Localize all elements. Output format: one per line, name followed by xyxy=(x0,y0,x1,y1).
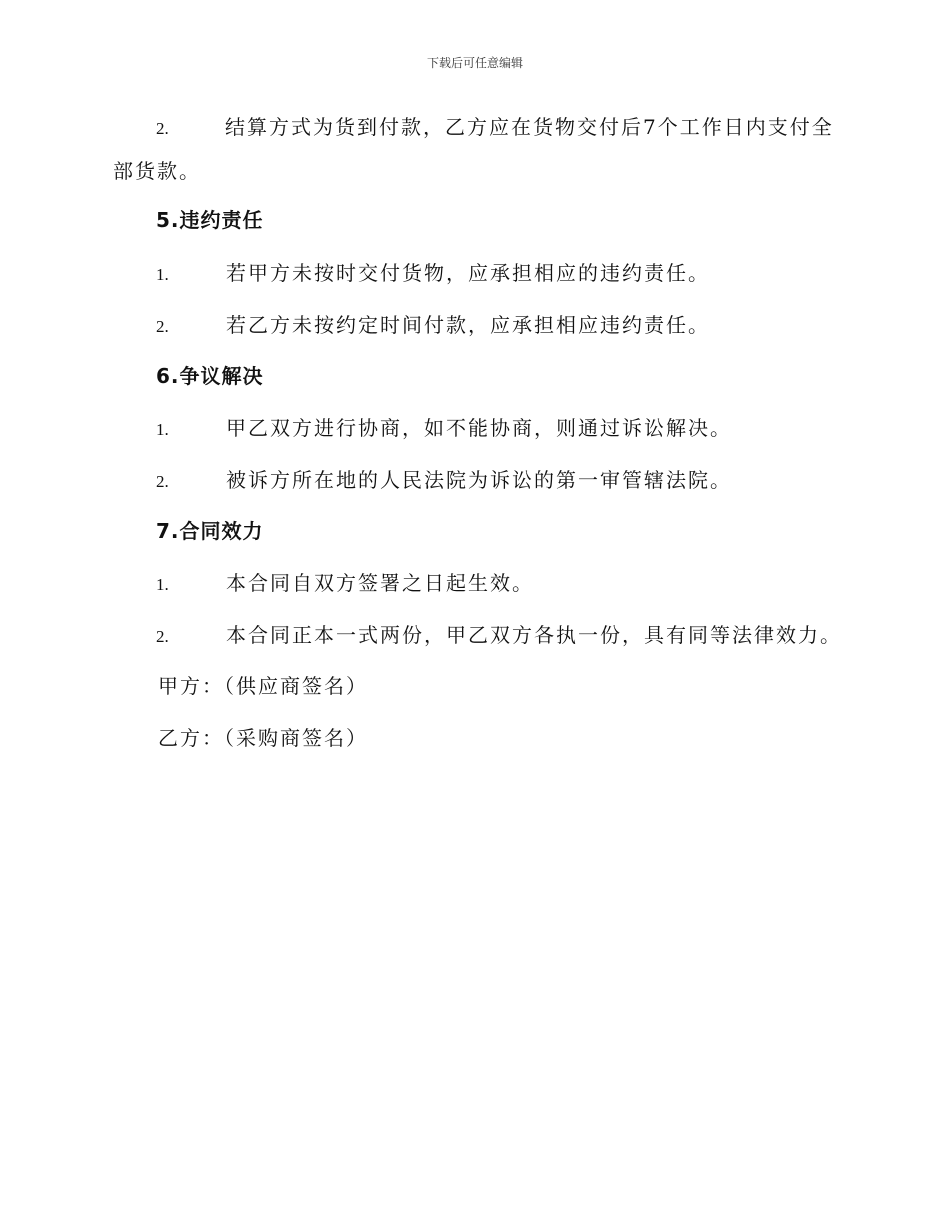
section-heading-validity: 7.合同效力 xyxy=(156,519,264,543)
section-heading-breach: 5.违约责任 xyxy=(156,208,264,232)
page-header: 下载后可任意编辑 xyxy=(426,56,523,70)
section-heading-dispute: 6.争议解决 xyxy=(156,364,264,388)
item-number: 2. xyxy=(156,119,169,138)
item-text: 本合同正本一式两份，甲乙双方各执一份，具有同等法律效力。 xyxy=(226,623,842,647)
list-item xyxy=(156,465,846,495)
item-number: 2. xyxy=(156,627,169,646)
settlement-text-line2: 部货款。 xyxy=(113,159,201,183)
list-item xyxy=(156,620,846,650)
item-number: 2. xyxy=(156,472,169,491)
settlement-paragraph xyxy=(113,106,838,193)
list-item xyxy=(156,258,846,288)
signature-party-a: 甲方：（供应商签名） xyxy=(158,674,368,698)
item-number: 1. xyxy=(156,575,169,594)
item-text: 若甲方未按时交付货物，应承担相应的违约责任。 xyxy=(226,261,710,285)
list-item xyxy=(156,413,846,443)
item-text: 被诉方所在地的人民法院为诉讼的第一审管辖法院。 xyxy=(226,468,732,492)
item-number: 1. xyxy=(156,420,169,439)
item-text: 若乙方未按约定时间付款，应承担相应违约责任。 xyxy=(226,313,710,337)
item-number: 1. xyxy=(156,265,169,284)
signature-party-b: 乙方：（采购商签名） xyxy=(158,726,368,750)
list-item xyxy=(156,568,846,598)
item-text: 甲乙双方进行协商，如不能协商，则通过诉讼解决。 xyxy=(226,416,732,440)
settlement-text-line1: 结算方式为货到付款，乙方应在货物交付后7个工作日内支付全 xyxy=(225,115,834,139)
item-text: 本合同自双方签署之日起生效。 xyxy=(226,571,534,595)
item-number: 2. xyxy=(156,317,169,336)
list-item xyxy=(156,310,846,340)
